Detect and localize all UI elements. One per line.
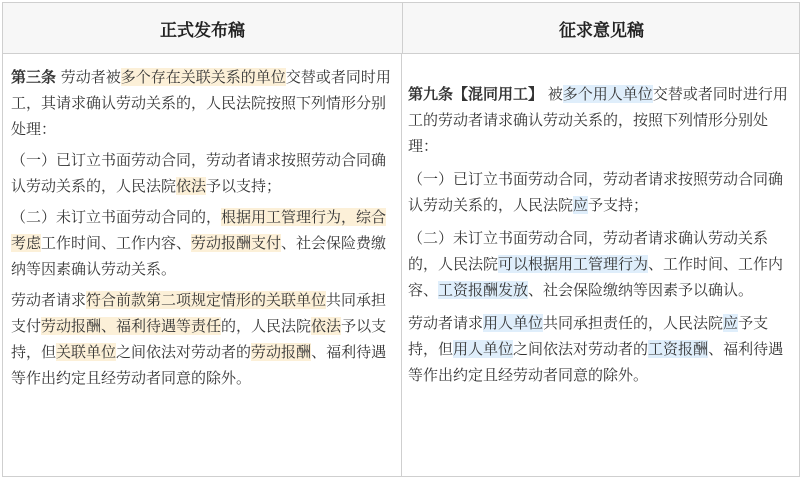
header-official-version: 正式发布稿 xyxy=(3,3,403,53)
draft-clause-2: （二）未订立书面劳动合同，劳动者请求确认劳动关系的，人民法院可以根据用工管理行为、工作时间、工作内容、工资报酬发放、社会保险缴纳等因素予以确认。 xyxy=(408,229,784,299)
draft-text-column xyxy=(402,54,799,477)
highlight: 劳动报酬支付 xyxy=(191,234,282,252)
article-number: 第九条【混同用工】 xyxy=(408,85,544,103)
highlight: 应 xyxy=(573,196,589,214)
highlight: 依法 xyxy=(176,177,207,195)
table-header xyxy=(3,3,799,54)
official-clause-1: （一）已订立书面劳动合同，劳动者请求按照劳动合同确认劳动关系的，人民法院依法予以支持； xyxy=(11,151,387,195)
highlight: 工资报酬 xyxy=(648,340,709,358)
official-clause-2: （二）未订立书面劳动合同的，根据用工管理行为，综合考虑工作时间、工作内容、劳动报酬支付、社会保险费缴纳等因素确认劳动关系。 xyxy=(11,208,387,278)
draft-clause-1: （一）已订立书面劳动合同，劳动者请求按照劳动合同确认劳动关系的，人民法院应予支持； xyxy=(408,170,784,214)
highlight: 劳动报酬、福利待遇等责任 xyxy=(41,317,222,335)
highlight: 依法 xyxy=(311,317,342,335)
draft-article-intro: 第九条【混同用工】 被多个用人单位交替或者同时进行用工的劳动者请求确认劳动关系的，按照下列情形分别处理： xyxy=(408,85,788,155)
official-joint-liability: 劳动者请求符合前款第二项规定情形的关联单位共同承担支付劳动报酬、福利待遇等责任的，人民法院依法予以支持，但关联单位之间依法对劳动者的劳动报酬、福利待遇等作出约定且经劳动者同意的除外。 xyxy=(11,291,387,387)
article-number: 第三条 xyxy=(11,68,57,86)
official-text-column xyxy=(3,54,402,477)
highlight: 用人单位 xyxy=(483,314,544,332)
official-article-intro: 第三条 劳动者被多个存在关联关系的单位交替或者同时用工，其请求确认劳动关系的，人民法院按照下列情形分别处理： xyxy=(11,68,391,138)
highlight: 多个存在关联关系的单位 xyxy=(120,68,286,86)
header-draft-version: 征求意见稿 xyxy=(559,20,644,41)
highlight: 符合前款第二项规定情形的关联单位 xyxy=(86,291,327,309)
table-body xyxy=(3,54,799,477)
highlight: 应 xyxy=(723,314,739,332)
draft-joint-liability: 劳动者请求用人单位共同承担责任的，人民法院应予支持，但用人单位之间依法对劳动者的工资报酬、福利待遇等作出约定且经劳动者同意的除外。 xyxy=(408,314,784,384)
highlight: 可以根据用工管理行为 xyxy=(498,255,649,273)
highlight: 关联单位 xyxy=(56,343,117,361)
highlight: 工资报酬发放 xyxy=(438,281,529,299)
highlight: 劳动报酬 xyxy=(251,343,312,361)
highlight: 用人单位 xyxy=(453,340,514,358)
highlight: 根据用工管理行为，综合考虑 xyxy=(11,208,387,252)
comparison-table xyxy=(2,2,800,477)
highlight: 多个用人单位 xyxy=(562,85,653,103)
